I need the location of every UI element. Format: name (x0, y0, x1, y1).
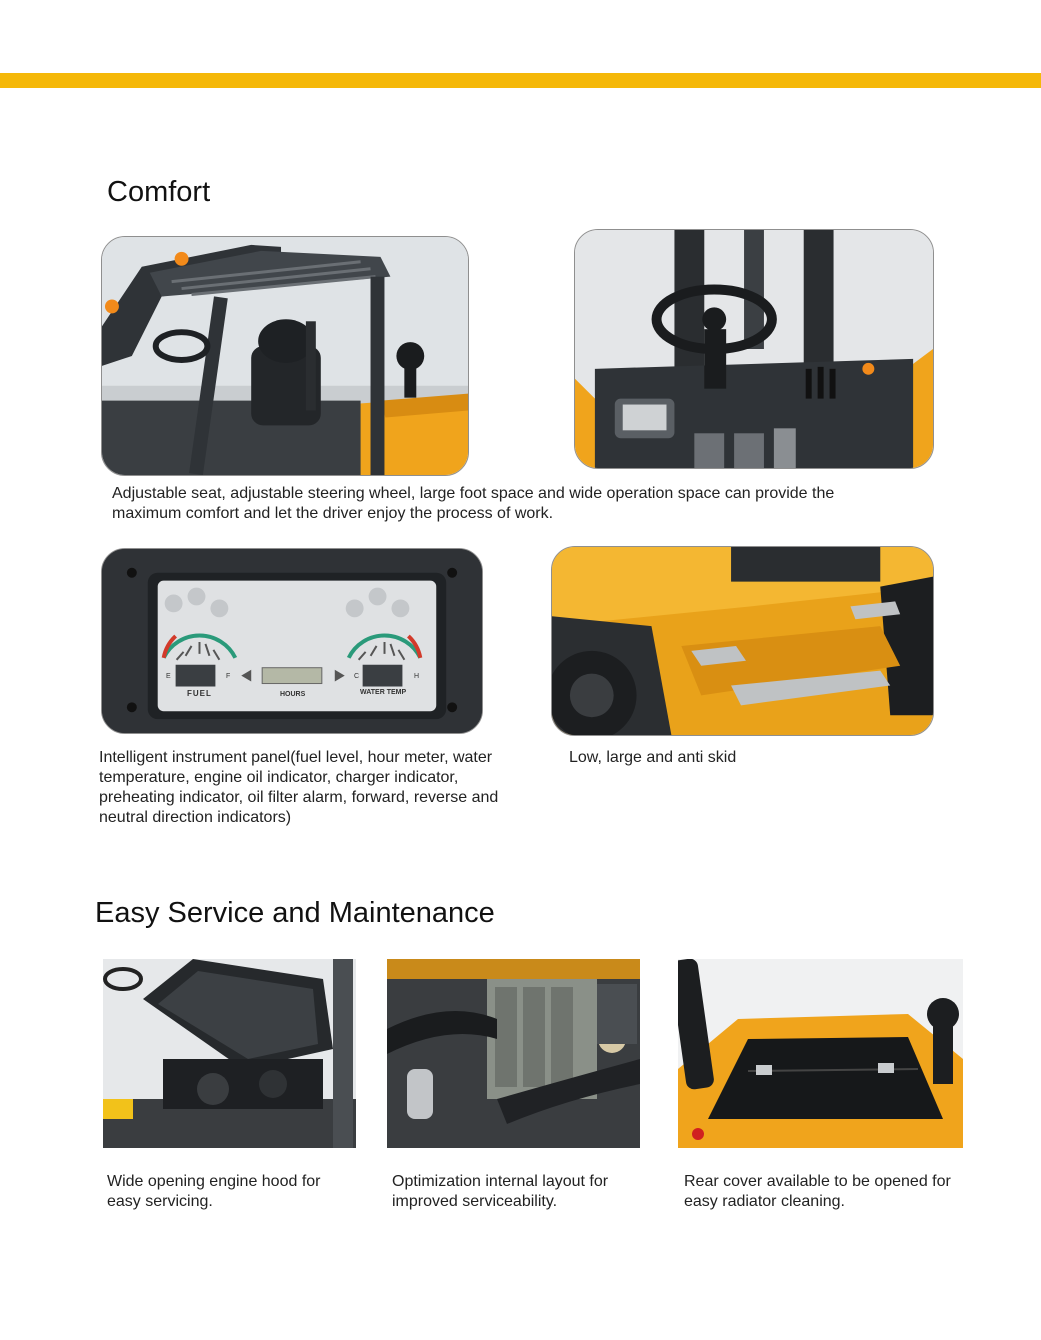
rear-cover-photo (678, 959, 963, 1148)
temp-hot-label: H (414, 673, 420, 680)
fuel-empty-label: E (166, 673, 171, 680)
service-caption-1: Wide opening engine hood for easy servicing. (107, 1173, 321, 1210)
accent-bar (0, 73, 1041, 88)
water-temp-label: WATER TEMP (360, 689, 407, 696)
panel-caption: Intelligent instrument panel(fuel level, hour meter, water temperature, engine oil indicator, charger indicator, preheating indicator, oil filter alarm, forward, reverse and neutral direction indicators) (99, 749, 499, 826)
instrument-panel-photo (101, 548, 483, 734)
fuel-label: FUEL (187, 689, 212, 698)
temp-cold-label: C (354, 673, 360, 680)
anti-skid-step-photo (551, 546, 934, 736)
engine-layout-photo (387, 959, 640, 1148)
steering-wheel-photo (574, 229, 934, 469)
service-caption-2: Optimization internal layout for improved serviceability. (392, 1173, 609, 1210)
engine-hood-photo (103, 959, 356, 1148)
fuel-full-label: F (226, 673, 231, 680)
comfort-caption: Adjustable seat, adjustable steering wheel, large foot space and wide operation space can provide the maximum comfort and let the driver enjoy the process of work. (112, 485, 835, 522)
step-caption: Low, large and anti skid (569, 749, 737, 766)
comfort-heading: Comfort (107, 176, 211, 208)
service-caption-3: Rear cover available to be opened for easy radiator cleaning. (684, 1173, 951, 1210)
hours-label: HOURS (280, 691, 306, 698)
service-heading: Easy Service and Maintenance (95, 897, 495, 929)
forklift-cabin-photo (101, 236, 469, 476)
